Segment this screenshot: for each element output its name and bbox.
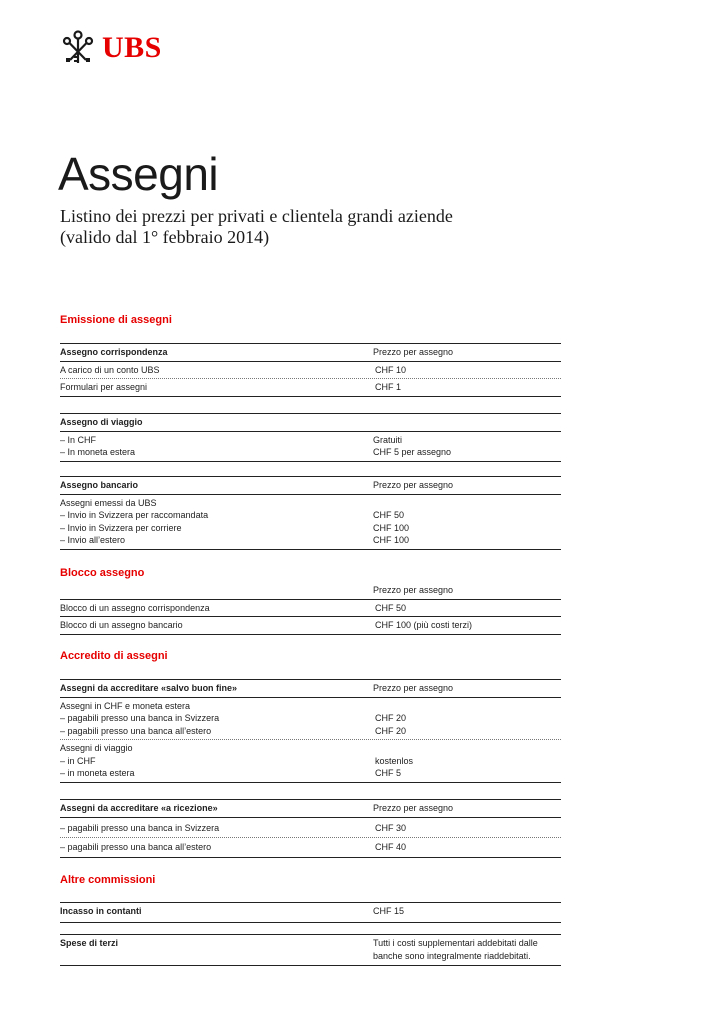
table-row [60, 697, 561, 740]
table-end-rule [60, 782, 561, 783]
section-emissione [60, 313, 561, 327]
section-heading-emissione: Emissione di assegni [60, 314, 172, 326]
subtitle-line-2: (valido dal 1° febbraio 2014) [60, 227, 270, 247]
table-a-ricezione [60, 799, 561, 858]
header-price: Prezzo per assegno [373, 585, 454, 595]
row-price: CHF 20 [375, 713, 407, 723]
header-label: Spese di terzi [60, 938, 119, 948]
table-header [60, 679, 561, 697]
table-end-rule [60, 857, 561, 858]
row-price: CHF 30 [375, 822, 407, 833]
row-label: – pagabili presso una banca all’estero [60, 842, 212, 852]
row-price: CHF 5 per assegno [373, 447, 452, 457]
table-row [60, 378, 561, 396]
page-subtitle [60, 206, 453, 248]
table-row [60, 431, 561, 461]
row-price: CHF 40 [375, 842, 407, 852]
header-label: Incasso in contanti [60, 906, 142, 916]
row-label: – In CHF [60, 434, 97, 445]
row-price: CHF 100 [373, 535, 410, 545]
row-price: CHF 50 [373, 510, 405, 520]
row-price [375, 700, 561, 713]
table-header [60, 934, 561, 965]
table-header [60, 476, 561, 494]
row-price: kostenlos [375, 755, 414, 766]
row-price: CHF 10 [375, 364, 407, 375]
row-price: CHF 50 [375, 602, 407, 613]
row-price [375, 742, 561, 755]
row-label: – pagabili presso una banca in Svizzera [60, 713, 220, 723]
table-row [60, 817, 561, 838]
row-label: – In moneta estera [60, 447, 136, 457]
header-label: Assegni da accreditare «salvo buon fine» [60, 683, 238, 693]
table-spese [60, 934, 561, 966]
row-label: – in moneta estera [60, 768, 135, 778]
row-label: – Invio in Svizzera per raccomandata [60, 510, 209, 520]
section-blocco [60, 566, 561, 580]
section-altre [60, 873, 561, 887]
table-blocco [60, 582, 561, 635]
table-row [60, 361, 561, 379]
header-price: CHF 15 [373, 906, 405, 916]
table-end-rule [60, 965, 561, 966]
row-label: Assegni emessi da UBS [60, 497, 157, 508]
subtitle-line-1: Listino dei prezzi per privati e clientela grandi aziende [60, 206, 453, 226]
row-label: Formulari per assegni [60, 382, 148, 392]
table-assegno-bancario [60, 476, 561, 550]
ubs-keys-icon [60, 29, 96, 67]
table-end-rule [60, 396, 561, 397]
header-price: Prezzo per assegno [373, 347, 454, 357]
table-row [60, 837, 561, 857]
table-header [60, 582, 561, 599]
ubs-logo [60, 28, 162, 68]
brand-name: UBS [102, 31, 162, 64]
row-price: Gratuiti [373, 434, 403, 445]
row-price: CHF 100 [373, 522, 410, 533]
row-label: – Invio in Svizzera per corriere [60, 522, 182, 533]
table-assegno-viaggio [60, 413, 561, 462]
table-incasso [60, 902, 561, 923]
row-label: – pagabili presso una banca in Svizzera [60, 822, 220, 833]
table-row [60, 494, 561, 549]
row-price: CHF 100 (più costi terzi) [375, 620, 473, 630]
row-label: A carico di un conto UBS [60, 364, 160, 375]
table-row [60, 599, 561, 617]
row-price: CHF 20 [375, 725, 407, 736]
table-assegno-corrispondenza [60, 343, 561, 397]
header-label: Assegni da accreditare «a ricezione» [60, 803, 218, 813]
table-header [60, 902, 561, 922]
row-label: – Invio all’estero [60, 535, 126, 545]
row-label: Assegni in CHF e moneta estera [60, 700, 191, 711]
section-accredito [60, 649, 561, 663]
header-price: Prezzo per assegno [373, 803, 454, 813]
section-heading-accredito: Accredito di assegni [60, 650, 168, 662]
row-price: CHF 5 [375, 768, 402, 778]
row-price: Tutti i costi supplementari addebitati dalle [373, 938, 538, 948]
table-salvo-buon-fine [60, 679, 561, 783]
table-end-rule [60, 634, 561, 635]
section-heading-altre: Altre commissioni [60, 874, 156, 886]
row-price [373, 497, 561, 510]
table-row [60, 739, 561, 782]
row-label: Blocco di un assegno bancario [60, 620, 183, 630]
row-label: Blocco di un assegno corrispondenza [60, 602, 210, 613]
header-price: Prezzo per assegno [373, 683, 454, 693]
section-heading-blocco: Blocco assegno [60, 567, 145, 579]
table-header [60, 799, 561, 817]
table-row [60, 616, 561, 634]
row-label: – pagabili presso una banca all’estero [60, 725, 212, 736]
header-price: Prezzo per assegno [373, 480, 454, 490]
row-price: banche sono integralmente riaddebitati. [373, 950, 531, 961]
row-label: Assegni di viaggio [60, 743, 133, 753]
page-title: Assegni [58, 148, 219, 200]
header-label: Assegno corrispondenza [60, 347, 168, 357]
row-price: CHF 1 [375, 382, 402, 392]
table-header [60, 413, 561, 431]
header-label: Assegno bancario [60, 480, 139, 490]
header-label: Assegno di viaggio [60, 417, 143, 427]
table-end-rule [60, 549, 561, 550]
row-label: – in CHF [60, 755, 96, 766]
table-end-rule [60, 922, 561, 923]
table-header [60, 343, 561, 361]
table-end-rule [60, 461, 561, 462]
